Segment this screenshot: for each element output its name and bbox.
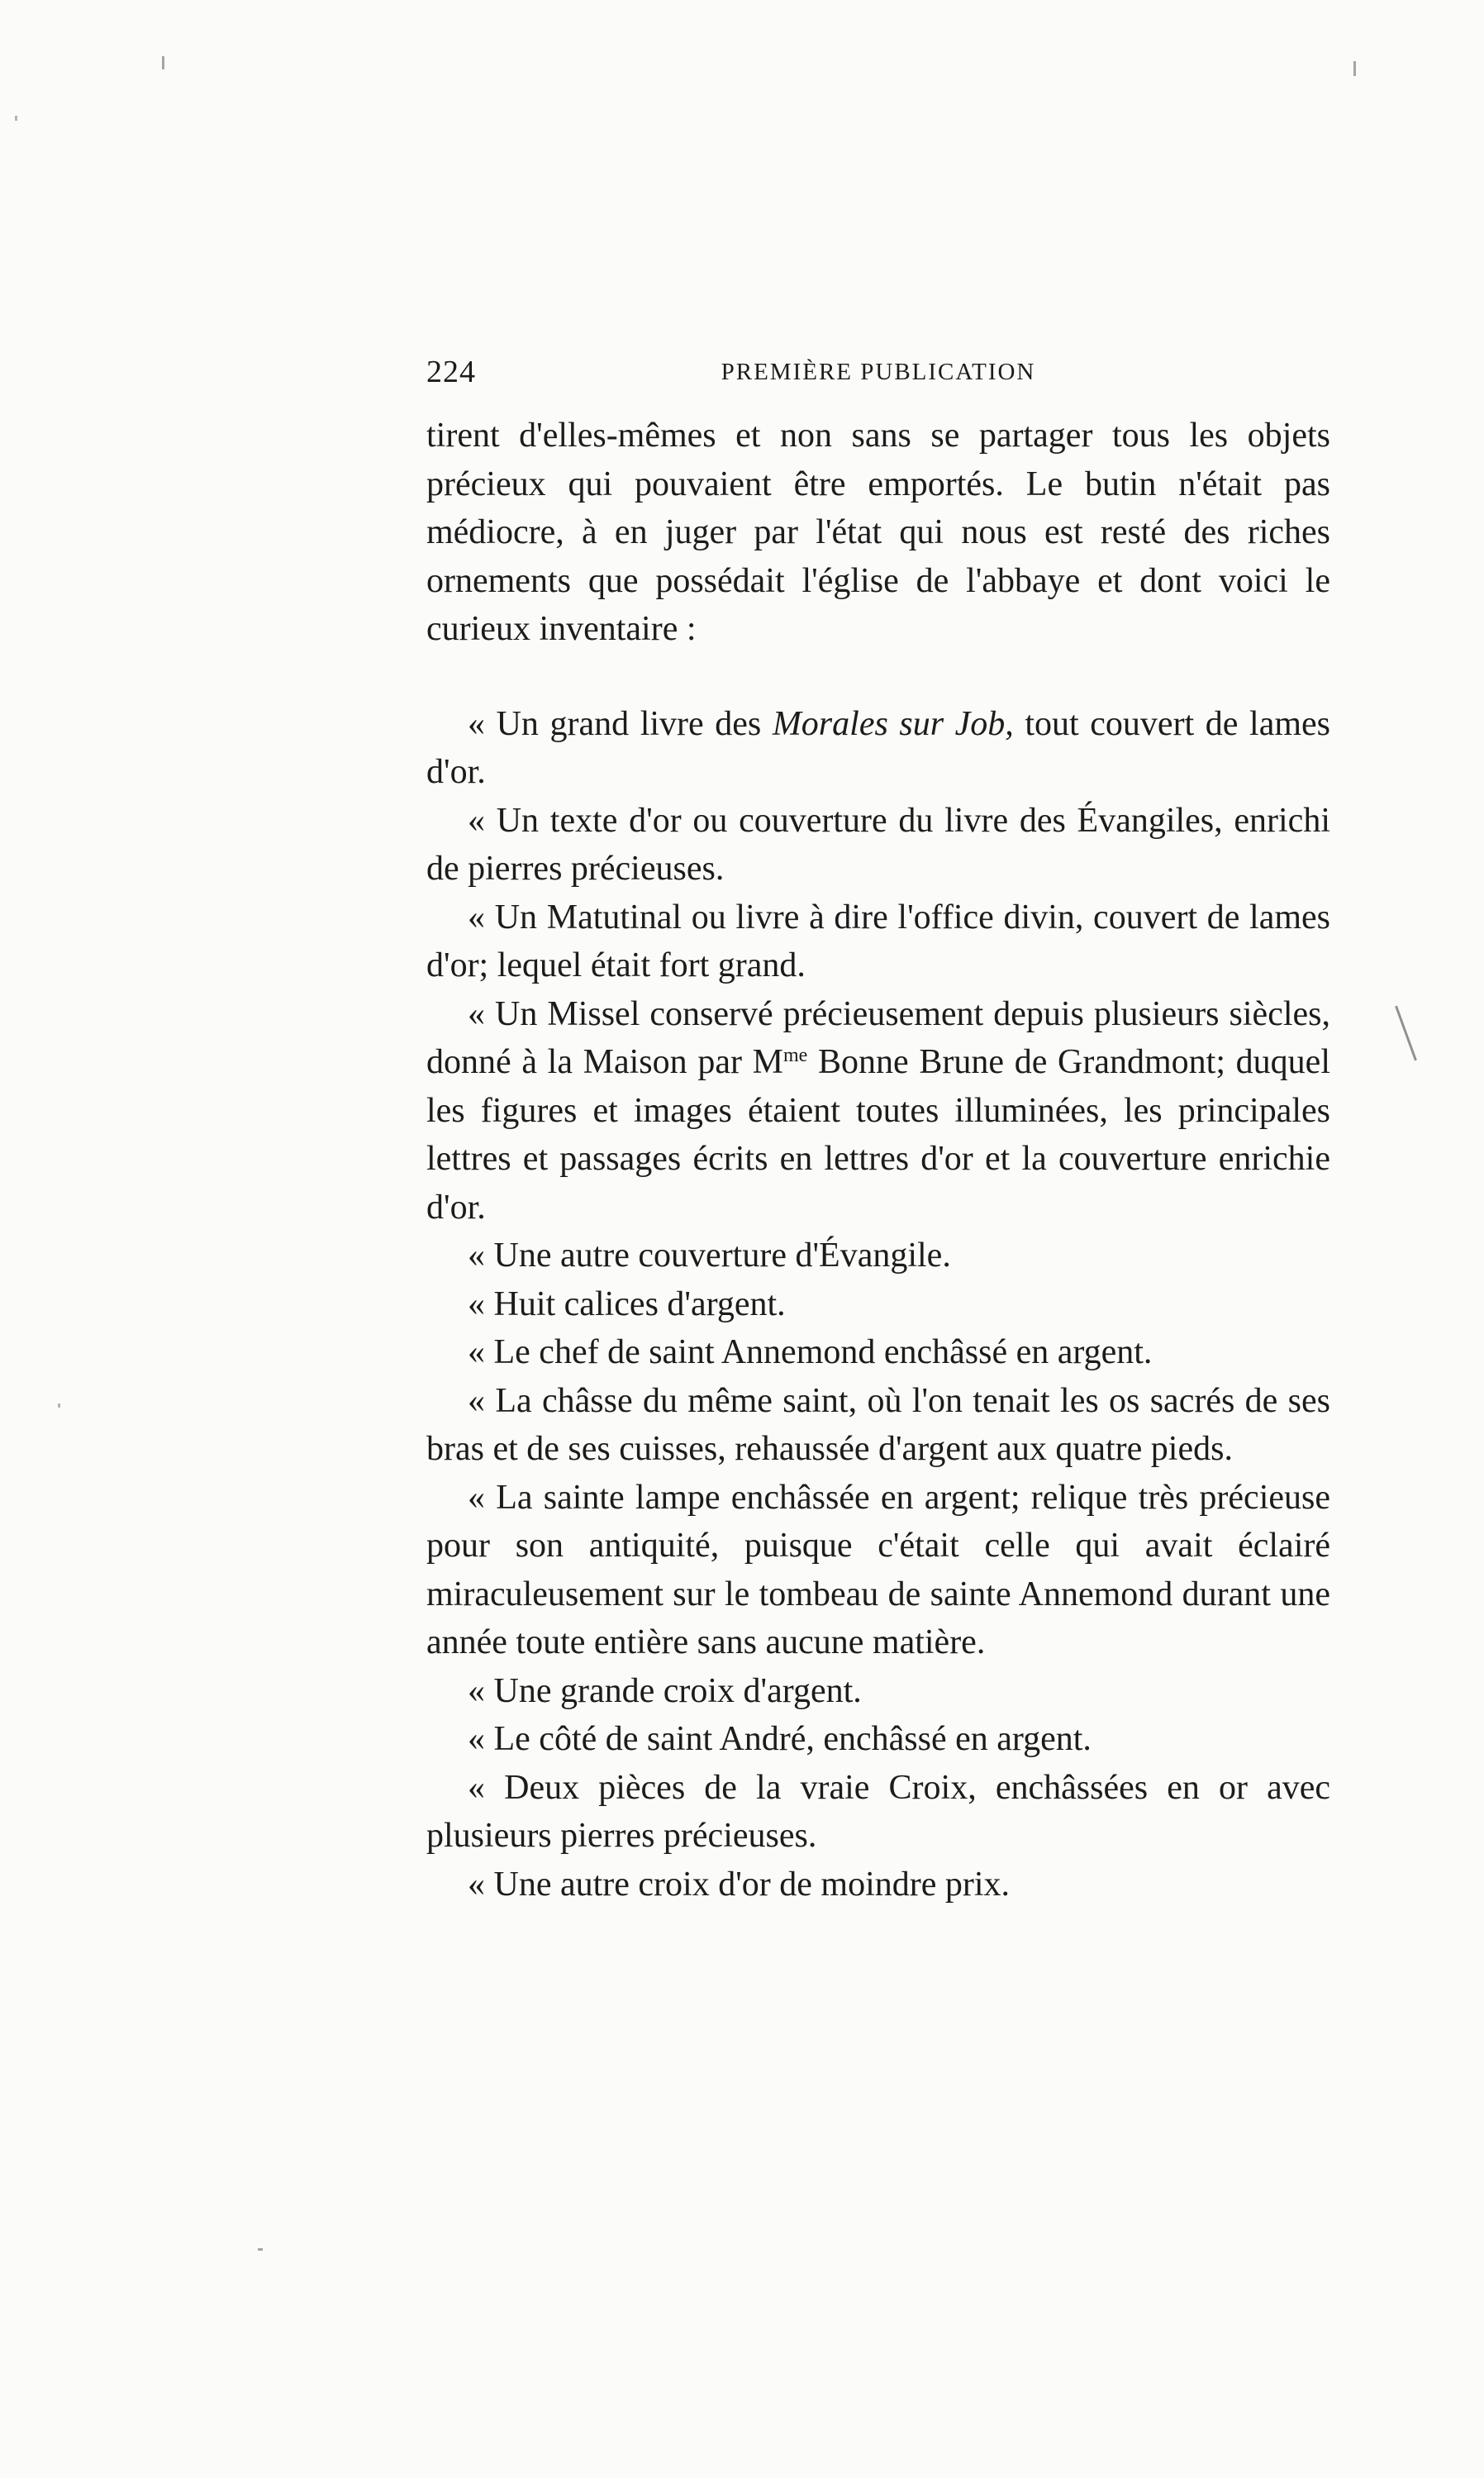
inventory-item: « La châsse du même saint, où l'on tenait les os sacrés de ses bras et de ses cuisses, rehaussée d'argent aux quatre pieds. [426,1381,1330,1468]
inventory-item: « Le chef de saint Annemond enchâssé en argent. [468,1333,1153,1371]
scan-mark [162,56,164,69]
inventory-item: « Deux pièces de la vraie Croix, enchâssées en or avec plusieurs pierres précieuses. [426,1768,1330,1855]
running-title: PREMIÈRE PUBLICATION [721,359,1036,385]
inventory-item: « Un Matutinal ou livre à dire l'office divin, couvert de lames d'or; lequel était fort grand. [426,898,1330,984]
scan-mark [15,116,17,121]
superscript-abbreviation: me [783,1045,808,1066]
inventory-item-text: Bonne Brune de Grandmont; duquel les figures et images étaient toutes illuminées, les principales lettres et passages écrits en lettres d'or et la couverture enrichie d'or. [426,1043,1330,1227]
scan-mark [1353,61,1356,76]
inventory-item: « Un texte d'or ou couverture du livre des Évangiles, enrichi de pierres précieuses. [426,801,1330,888]
inventory-item [426,990,1330,1232]
inventory-item [426,700,1330,797]
inventory-item: « Une grande croix d'argent. [468,1671,862,1710]
page-header [426,354,1330,395]
inventory-item: « La sainte lampe enchâssée en argent; relique très précieuse pour son antiquité, puisque c'était celle qui avait éclairé miraculeusement sur le tombeau de sainte Annemond durant une année toute entière sans aucune matière. [426,1478,1330,1661]
scan-mark [58,1403,60,1408]
inventory-item: « Une autre couverture d'Évangile. [468,1237,951,1275]
scan-mark [258,2248,263,2251]
inventory-item-text: tout couvert de lames d'or. [426,704,1330,791]
inventory-item-text: « Un Missel conservé précieusement depuis plusieurs siècles, donné à la Maison par M [426,994,1330,1081]
scan-mark [1395,1006,1417,1061]
page-number: 224 [426,355,476,389]
body-text [426,412,1330,1909]
intro-paragraph: tirent d'elles-mêmes et non sans se partager tous les objets précieux qui pouvaient être emportés. Le butin n'était pas médiocre, à en juger par l'état qui nous est resté des riches ornements que possédait l'église de l'abbaye et dont voici le curieux inventaire : [426,417,1330,648]
inventory-item: « Le côté de saint André, enchâssé en argent. [468,1720,1092,1758]
inventory-item: « Une autre croix d'or de moindre prix. [468,1865,1011,1904]
inventory-item-text: « Un grand livre des [468,704,773,743]
book-title-italic: Morales sur Job, [772,704,1014,743]
inventory-item: « Huit calices d'argent. [468,1284,786,1323]
